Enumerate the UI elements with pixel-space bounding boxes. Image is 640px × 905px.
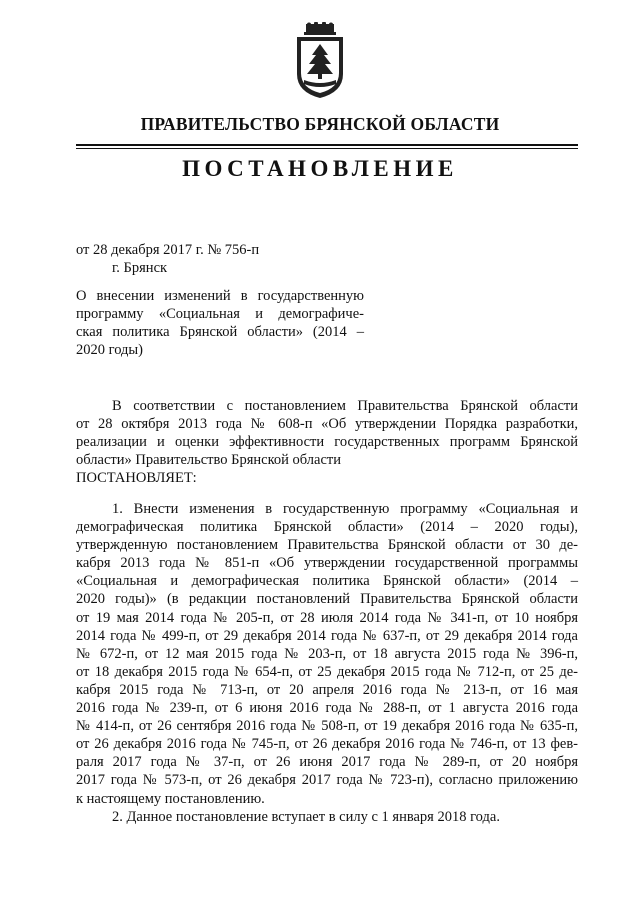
item-1-line: от 26 декабря 2016 года № 745-п, от 26 декабря 2016 года № 746-п, от 13 фев- xyxy=(76,736,578,753)
subject-line: программу «Социальная и демографиче- xyxy=(76,306,364,322)
resolves-heading: ПОСТАНОВЛЯЕТ: xyxy=(76,470,197,487)
document-subject xyxy=(76,287,364,359)
preamble-paragraph xyxy=(76,397,578,487)
item-1-line: 2014 года № 499-п, от 29 декабря 2014 года № 637-п, от 29 декабря 2014 года xyxy=(76,627,578,644)
item-1-line: утвержденную постановлением Правительства Брянской области от 30 де- xyxy=(76,537,578,554)
document-date-number: от 28 декабря 2017 г. № 756-п xyxy=(76,242,260,258)
item-1-line: к настоящему постановлению. xyxy=(76,790,265,807)
preamble-line: В соответствии с постановлением Правительства Брянской области xyxy=(112,398,578,414)
item-1-line: от 18 декабря 2015 года № 654-п, от 25 декабря 2015 года № 712-п, от 25 де- xyxy=(76,663,578,680)
item-2-text: 2. Данное постановление вступает в силу с 1 января 2018 года. xyxy=(112,808,500,825)
item-1-line: 2016 года № 239-п, от 6 июня 2016 года № 288-п, от 1 августа 2016 года xyxy=(76,700,578,717)
item-1-line: демографическая политика Брянской области» (2014 – 2020 годы), xyxy=(76,519,578,536)
preamble-line: реализации и оценки эффективности государственных программ Брянской xyxy=(76,434,578,451)
preamble-line: от 28 октября 2013 года № 608-п «Об утверждении Порядка разработки, xyxy=(76,416,578,433)
subject-line: ская политика Брянской области» (2014 – xyxy=(76,324,364,340)
header-rule-thin xyxy=(76,148,578,149)
item-1-line: 2017 года № 573-п, от 26 декабря 2017 года № 723-п), согласно приложению xyxy=(76,772,578,789)
item-1-line: № 672-п, от 12 мая 2015 года № 203-п, от 18 августа 2015 года № 396-п, xyxy=(76,645,578,662)
item-1-line: № 414-п, от 26 сентября 2016 года № 508-п, от 19 декабря 2016 года № 635-п, xyxy=(76,718,578,735)
preamble-line: области» Правительство Брянской области xyxy=(76,452,341,469)
resolution-items xyxy=(76,500,578,826)
item-1-line: кабря 2013 года № 851-п «Об утверждении государственной программы xyxy=(76,555,578,572)
item-1-line: раля 2017 года № 37-п, от 26 июня 2017 года № 289-п, от 20 ноября xyxy=(76,754,578,771)
subject-line: 2020 годы) xyxy=(76,342,143,358)
subject-line: О внесении изменений в государственную xyxy=(76,288,364,304)
document-city: г. Брянск xyxy=(112,260,168,276)
bryansk-coat-of-arms-icon xyxy=(292,22,348,100)
header-rule-thick xyxy=(76,144,578,146)
item-1-line: кабря 2015 года № 713-п, от 20 апреля 2016 года № 213-п, от 16 мая xyxy=(76,681,578,698)
item-1-line: от 19 мая 2014 года № 205-п, от 28 июля 2014 года № 341-п, от 10 ноября xyxy=(76,609,578,626)
item-1-line: 1. Внести изменения в государственную программу «Социальная и xyxy=(112,501,578,517)
government-title: ПРАВИТЕЛЬСТВО БРЯНСКОЙ ОБЛАСТИ xyxy=(140,114,500,134)
item-1-line: 2020 годы)» (в редакции постановлений Правительства Брянской области xyxy=(76,591,578,608)
document-type-title: ПОСТАНОВЛЕНИЕ xyxy=(182,156,458,181)
item-1-line: «Социальная и демографическая политика Брянской области» (2014 – xyxy=(76,573,578,590)
